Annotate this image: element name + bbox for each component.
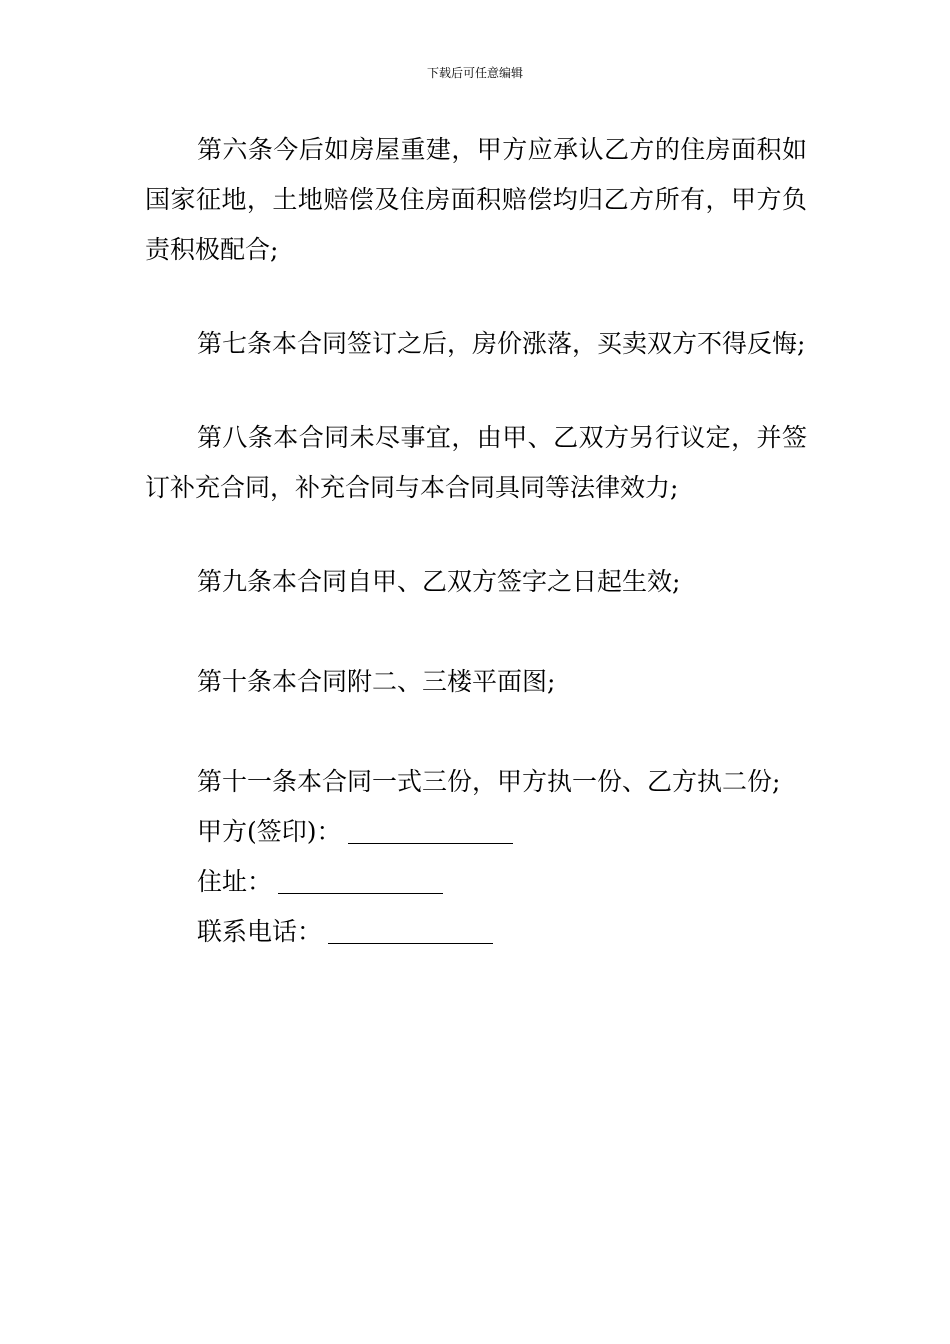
clause-8: 第八条本合同未尽事宜，由甲、乙双方另行议定，并签订补充合同，补充合同与本合同具同等法律效力; [145,423,807,502]
party-a-signature-row [145,807,807,857]
clause-10: 第十条本合同附二、三楼平面图; [197,667,556,696]
page-header: 下载后可任意编辑 [426,66,523,80]
phone-blank[interactable] [328,909,493,944]
clause-9: 第九条本合同自甲、乙双方签字之日起生效; [197,567,681,596]
address-row [145,857,807,907]
clause-7: 第七条本合同签订之后，房价涨落，买卖双方不得反悔; [197,329,806,358]
party-a-signature-label: 甲方(签印)： [197,817,342,846]
clause-11: 第十一条本合同一式三份，甲方执一份、乙方执二份; [197,767,781,796]
phone-label: 联系电话： [197,917,323,946]
address-blank[interactable] [278,859,443,894]
contract-body [145,125,807,957]
clause-6: 第六条今后如房屋重建，甲方应承认乙方的住房面积如国家征地，土地赔偿及住房面积赔偿均归乙方所有，甲方负责积极配合; [145,135,807,264]
party-a-signature-blank[interactable] [348,809,513,844]
address-label: 住址： [197,867,273,896]
phone-row [145,907,807,957]
